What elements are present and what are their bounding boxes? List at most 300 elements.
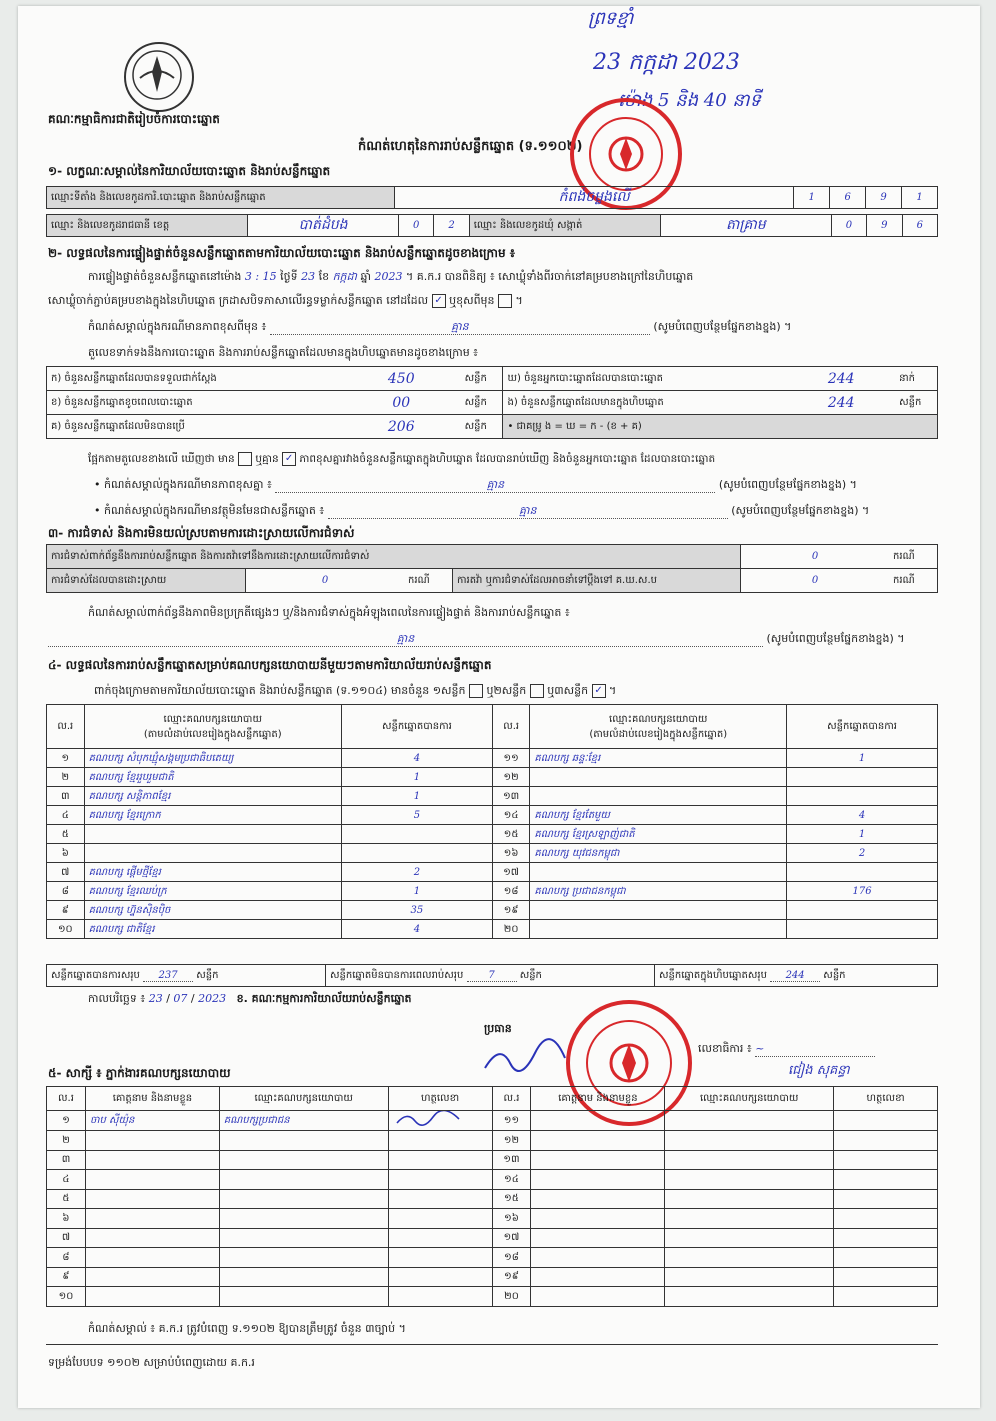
witness-row — [47, 1209, 938, 1229]
witness-name — [531, 1209, 665, 1229]
discrepancy-note-value: គ្មាន — [275, 478, 715, 493]
witness-name: ចាប ស៊ីយ៉ុន — [85, 1111, 219, 1131]
witness-no: ២ — [47, 1131, 86, 1151]
result-sheets-text: ពាក់ចុងក្រោមតាមការិយាល័យបោះឆ្នោត និងរាប់សន្លឹកឆ្នោត (ទ.១១០៤) មានចំនួន ១សន្លឹក — [94, 684, 466, 697]
witness-signature — [834, 1131, 938, 1151]
party-votes: 1 — [787, 825, 938, 844]
witness-name — [531, 1131, 665, 1151]
party-votes: 1 — [341, 882, 492, 901]
figure-label: ឃ) ចំនួនអ្នកបោះឆ្នោតដែលបានបោះឆ្នោត — [503, 367, 787, 391]
witness-party — [665, 1267, 834, 1287]
party-no: ១៤ — [492, 806, 530, 825]
form-page — [18, 6, 980, 1408]
witness-no: ៣ — [47, 1150, 86, 1170]
party-votes — [341, 844, 492, 863]
party-name: គណបក្ស ផ្ដើមថ្មីខ្មែរ — [84, 863, 341, 882]
party-no: ៤ — [47, 806, 85, 825]
witness-row — [47, 1150, 938, 1170]
national-emblem — [124, 42, 194, 112]
party-no: ១៦ — [492, 844, 530, 863]
witness-no: ១៦ — [492, 1209, 531, 1229]
witness-row — [47, 1228, 938, 1248]
party-votes: 2 — [787, 844, 938, 863]
party-votes — [787, 920, 938, 939]
appeal-label: ការតវ៉ា ឬការជំទាស់ដែលអាចនាំទៅប្តឹងទៅ គ.ឃ.ស.ប — [453, 569, 741, 593]
irregularity-label: កំណត់សម្គាល់ពាក់ព័ន្ធនឹងភាពមិនប្រក្រតីផ្សេងៗ ឬ/និងការជំទាស់ក្នុងអំឡុងពេលនៃការផ្ទៀងផ្ទាត់ និងការរាប់សន្លឹកឆ្នោត ៖ — [88, 606, 570, 619]
col-party-sub: (តាមលំដាប់លេខរៀងក្នុងសន្លឹកឆ្នោត) — [143, 728, 282, 740]
figure-value: 244 — [787, 391, 895, 415]
party-name: គណបក្ស ប្រជាជនកម្ពុជា — [530, 882, 787, 901]
total-invalid-label: សន្លឹកឆ្នោតមិនបានការពេលរាប់សរុប — [330, 970, 464, 981]
seal-paragraph: សោឃ្លុំចាក់ភ្ជាប់គម្របខាងក្នុងនៃហិបឆ្នោត ក្រដាសបិទភាសាលើរន្ធទម្លាក់សន្លឹកឆ្នោត នៅដដែល ✓ ឬខុសពីមុន ។ — [48, 294, 523, 307]
witness-name — [85, 1209, 219, 1229]
form-title: កំណត់ហេតុនៃការរាប់សន្លឹកឆ្នោត (ទ.១១០២) — [358, 139, 583, 154]
result-row — [47, 844, 938, 863]
handwritten-note-1: ព្រទខ្មាំ — [588, 8, 634, 29]
handwritten-note-3: ម៉ោង 5 និង 40 នាទី — [618, 90, 761, 111]
witness-party — [219, 1170, 388, 1190]
footer-note: កំណត់សម្គាល់ ៖ គ.ក.រ ត្រូវបំពេញ ទ.១១០២ ឱ្យបានត្រឹមត្រូវ ចំនួន ៣ច្បាប់ ។ — [88, 1322, 406, 1335]
witness-no: ១៧ — [492, 1228, 531, 1248]
party-no: ១១ — [492, 749, 530, 768]
party-votes — [787, 768, 938, 787]
party-votes: 5 — [341, 806, 492, 825]
appeal-unit: ករណី — [889, 569, 938, 593]
witness-party — [665, 1170, 834, 1190]
party-votes — [787, 787, 938, 806]
result-row — [47, 863, 938, 882]
party-votes: 1 — [787, 749, 938, 768]
one-sheet-checkbox[interactable] — [469, 684, 483, 698]
total-unit: សន្លឹក — [519, 970, 542, 981]
result-row — [47, 787, 938, 806]
party-name: គណបក្ស ខ្មែរក្រោក — [84, 806, 341, 825]
witness-party — [219, 1287, 388, 1307]
complaints-label: ការជំទាស់ពាក់ព័ន្ធនឹងការរាប់សន្លឹកឆ្នោត និងការតវ៉ាទៅនឹងការដោះស្រាយលើការជំទាស់ — [47, 545, 741, 569]
location-label: ឈ្មោះទីតាំង និងលេខកូដការិ.បោះឆ្នោត និងរាប់សន្លឹកឆ្នោត — [47, 187, 395, 209]
party-no: ១៥ — [492, 825, 530, 844]
same-checkbox[interactable]: ✓ — [432, 294, 446, 308]
different-label: ឬខុសពីមុន — [449, 294, 495, 307]
party-no: ១៧ — [492, 863, 530, 882]
figure-value: 450 — [342, 367, 461, 391]
result-row — [47, 882, 938, 901]
irregularity-value: គ្មាន — [48, 632, 763, 647]
witness-signature — [388, 1150, 492, 1170]
signing-line: កាលបរិច្ឆេទ ៖ 23 / 07 / 2023 ខ. គណៈកម្មការការិយាល័យរាប់សន្លឹកឆ្នោត — [88, 992, 412, 1005]
foreign-object-value: គ្មាន — [328, 504, 728, 519]
form-reference: ទម្រង់បែបបទ ១១០២ សម្រាប់បំពេញដោយ គ.ក.រ — [48, 1356, 255, 1369]
date-label: កាលបរិច្ឆេទ ៖ — [88, 992, 146, 1005]
total-valid-label: សន្លឹកឆ្នោតបានការសរុប — [51, 970, 140, 981]
result-row — [47, 920, 938, 939]
col-no: ល.រ — [47, 1087, 86, 1111]
total-box-label: សន្លឹកឆ្នោតក្នុងហិបឆ្នោតសរុប — [659, 970, 767, 981]
party-name: គណបក្ស ខ្មែរតែមួយ — [530, 806, 787, 825]
verify-text-e: ។ គ.ក.រ បានពិនិត្យ ៖ សោឃ្លុំទាំងពីរចាក់នៅគម្របខាងក្រៅនៃហិបឆ្នោត — [406, 270, 694, 283]
two-sheets-checkbox[interactable] — [530, 684, 544, 698]
witness-no: ១ — [47, 1111, 86, 1131]
footer-divider — [46, 1344, 938, 1345]
irregularity-note — [48, 632, 905, 647]
party-name — [530, 920, 787, 939]
witness-name — [531, 1267, 665, 1287]
witness-signature — [388, 1111, 492, 1131]
figure-label: ង) ចំនួនសន្លឹកឆ្នោតដែលមានក្នុងហិបឆ្នោត — [503, 391, 787, 415]
fill-hint: (សូមបំពេញបន្ថែមផ្នែកខាងខ្នង) ។ — [718, 478, 857, 491]
figure-label: គ) ចំនួនសន្លឹកឆ្នោតដែលមិនបានប្រើ — [47, 415, 342, 439]
col-no: ល.រ — [47, 705, 85, 749]
party-votes — [787, 901, 938, 920]
witness-no: ៧ — [47, 1228, 86, 1248]
figures-table — [46, 366, 938, 439]
witness-signature — [834, 1189, 938, 1209]
province-table — [46, 214, 938, 237]
fill-hint: (សូមបំពេញបន្ថែមផ្នែកខាងខ្នង) ។ — [653, 320, 792, 333]
handwritten-note-2: 23 កក្កដា 2023 — [593, 50, 740, 75]
party-name — [530, 901, 787, 920]
difference-note-label: កំណត់សម្គាល់ក្នុងករណីមានភាពខុសពីមុន ៖ — [88, 320, 267, 333]
witness-name — [531, 1150, 665, 1170]
witness-party — [219, 1189, 388, 1209]
commune-label: ឈ្មោះ និងលេខកូដឃុំ សង្កាត់ — [469, 215, 660, 237]
party-no: ១០ — [47, 920, 85, 939]
foreign-object-note — [94, 504, 869, 519]
witness-signature — [388, 1287, 492, 1307]
witness-no: ២០ — [492, 1287, 531, 1307]
witness-name — [531, 1111, 665, 1131]
party-no: ១៩ — [492, 901, 530, 920]
location-value: កំពង់ចម្លងលើ — [394, 187, 793, 209]
party-name: គណបក្ស ខ្មែរស្រឡាញ់ជាតិ — [530, 825, 787, 844]
total-invalid-cell — [326, 965, 655, 987]
three-sheets-label: ឬ៣សន្លឹក — [547, 684, 589, 697]
result-sheets-line: ពាក់ចុងក្រោមតាមការិយាល័យបោះឆ្នោត និងរាប់សន្លឹកឆ្នោត (ទ.១១០៤) មានចំនួន ១សន្លឹក ឬ២សន្លឹក ឬ៣សន្លឹក ✓ ។ — [94, 684, 617, 697]
witness-party — [665, 1150, 834, 1170]
section2-heading: ២- លទ្ធផលនៃការផ្ទៀងផ្ទាត់ចំនួនសន្លឹកឆ្នោតតាមការិយាល័យបោះឆ្នោត និងរាប់សន្លឹកឆ្នោតដូចខាងក្រោម ៖ — [48, 246, 516, 260]
party-votes: 1 — [341, 768, 492, 787]
fill-hint: (សូមបំពេញបន្ថែមផ្នែកខាងខ្នង) ។ — [766, 632, 905, 645]
witness-signature — [388, 1209, 492, 1229]
witness-party — [665, 1189, 834, 1209]
witness-signature-mark — [393, 1111, 463, 1127]
party-votes: 4 — [787, 806, 938, 825]
figure-unit: សន្លឹក — [461, 415, 503, 439]
result-row — [47, 806, 938, 825]
chair-label: ប្រធាន — [484, 1022, 512, 1035]
different-checkbox[interactable] — [498, 294, 512, 308]
fill-hint: (សូមបំពេញបន្ថែមផ្នែកខាងខ្នង) ។ — [731, 504, 870, 517]
witness-no: ១២ — [492, 1131, 531, 1151]
resolved-value: 0 — [246, 569, 405, 593]
witness-name — [85, 1170, 219, 1190]
figure-value: 244 — [787, 367, 895, 391]
difference-note-value: គ្មាន — [270, 320, 650, 335]
witness-no: ១០ — [47, 1287, 86, 1307]
difference-note — [88, 320, 791, 335]
figures-row — [47, 415, 938, 439]
section3-heading: ៣- ការជំទាស់ និងការមិនយល់ស្របតាមការដោះស្រាយលើការជំទាស់ — [48, 526, 355, 540]
secretary-signature: ~ — [755, 1042, 875, 1057]
col-votes: សន្លឹកឆ្នោតបានការ — [341, 705, 492, 749]
discrepancy-note — [94, 478, 857, 493]
witness-signature — [834, 1170, 938, 1190]
party-no: ២០ — [492, 920, 530, 939]
commune-value: តាគ្រាម — [660, 215, 831, 237]
witness-party — [665, 1287, 834, 1307]
witness-no: ១១ — [492, 1111, 531, 1131]
chair-signature — [480, 1038, 570, 1082]
witness-row — [47, 1189, 938, 1209]
col-party: ឈ្មោះគណបក្សនយោបាយ — [665, 1087, 834, 1111]
witness-signature — [834, 1267, 938, 1287]
witness-name — [85, 1131, 219, 1151]
none-label: ឬគ្មាន — [255, 453, 279, 465]
province-code-digit: 2 — [434, 215, 469, 237]
col-signature: ហត្ថលេខា — [388, 1087, 492, 1111]
party-name: គណបក្ស ជាតិខ្មែរ — [84, 920, 341, 939]
secretary-label: លេខាធិការ ៖ — [698, 1042, 752, 1055]
party-name — [84, 844, 341, 863]
witness-row — [47, 1267, 938, 1287]
result-row — [47, 749, 938, 768]
verify-text-d: ឆ្នាំ — [360, 270, 371, 283]
appeal-value: 0 — [741, 569, 890, 593]
witness-signature — [834, 1228, 938, 1248]
total-valid-cell — [47, 965, 326, 987]
figure-unit: សន្លឹក — [461, 391, 503, 415]
witness-name — [85, 1267, 219, 1287]
total-valid-value: 237 — [143, 970, 193, 982]
witness-name — [531, 1170, 665, 1190]
witness-signature — [834, 1111, 938, 1131]
two-sheets-label: ឬ២សន្លឹក — [486, 684, 527, 697]
col-signature: ហត្ថលេខា — [834, 1087, 938, 1111]
witness-name — [85, 1228, 219, 1248]
witness-no: ១៨ — [492, 1248, 531, 1268]
witness-party — [665, 1131, 834, 1151]
discrepancy-text: ភាពខុសគ្នារវាងចំនួនសន្លឹកឆ្នោតក្នុងហិបឆ្នោត ដែលបានរាប់ឃើញ និងចំនួនអ្នកបោះឆ្នោត ដែលបានបោះឆ្នោត — [299, 453, 716, 465]
witness-no: ៥ — [47, 1189, 86, 1209]
party-votes — [341, 825, 492, 844]
party-no: ៩ — [47, 901, 85, 920]
witness-party: គណបក្សប្រជាជន — [219, 1111, 388, 1131]
result-row — [47, 825, 938, 844]
formula-note: • ជាគម្រូ ង = ឃ = ក - (ខ + គ) — [503, 415, 938, 439]
verify-text-a: ការផ្ទៀងផ្ទាត់ចំនួនសន្លឹកឆ្នោតនៅម៉ោង — [88, 270, 242, 283]
location-code-digit: 6 — [830, 187, 866, 209]
col-party-title: ឈ្មោះគណបក្សនយោបាយ — [163, 713, 262, 725]
location-code-digit: 1 — [794, 187, 830, 209]
witness-party — [665, 1248, 834, 1268]
col-votes: សន្លឹកឆ្នោតបានការ — [787, 705, 938, 749]
col-party: ឈ្មោះគណបក្សនយោបាយ — [219, 1087, 388, 1111]
totals-table — [46, 964, 938, 987]
witness-no: ៤ — [47, 1170, 86, 1190]
complaints-unit: ករណី — [889, 545, 938, 569]
witness-no: ៩ — [47, 1267, 86, 1287]
witness-name — [531, 1189, 665, 1209]
witness-name — [85, 1248, 219, 1268]
result-row — [47, 901, 938, 920]
province-value: បាត់ដំបង — [248, 215, 399, 237]
witness-name — [85, 1287, 219, 1307]
witness-row — [47, 1248, 938, 1268]
witness-no: ៨ — [47, 1248, 86, 1268]
figures-row — [47, 367, 938, 391]
witness-signature — [834, 1287, 938, 1307]
party-no: ៦ — [47, 844, 85, 863]
witness-row — [47, 1287, 938, 1307]
witness-name — [531, 1287, 665, 1307]
verify-text-c: ខែ — [318, 270, 330, 283]
witness-name — [531, 1228, 665, 1248]
col-name: គោត្តនាម និងនាមខ្លួន — [85, 1087, 219, 1111]
has-checkbox[interactable] — [238, 452, 252, 466]
party-name — [530, 863, 787, 882]
witness-name — [85, 1189, 219, 1209]
party-name: គណបក្ស ឆន្ទៈខ្មែរ — [530, 749, 787, 768]
witness-no: ១៩ — [492, 1267, 531, 1287]
province-code-digit: 0 — [398, 215, 433, 237]
col-party — [530, 705, 787, 749]
witness-party — [219, 1131, 388, 1151]
party-name: គណបក្ស ខ្មែរឈប់ក្រ — [84, 882, 341, 901]
foreign-object-label: • កំណត់សម្គាល់ក្នុងករណីមានវត្ថុមិនមែនជាសន្លឹកឆ្នោត ៖ — [94, 504, 325, 517]
none-checkbox[interactable]: ✓ — [282, 452, 296, 466]
col-party — [84, 705, 341, 749]
party-votes: 4 — [341, 749, 492, 768]
witness-signature — [388, 1248, 492, 1268]
witness-no: ១៤ — [492, 1170, 531, 1190]
figures-row — [47, 391, 938, 415]
complaints-value: 0 — [741, 545, 890, 569]
party-votes: 4 — [341, 920, 492, 939]
secretary-line — [698, 1042, 875, 1057]
location-code-digit: 1 — [902, 187, 938, 209]
witness-row — [47, 1131, 938, 1151]
commune-code-digit: 0 — [831, 215, 866, 237]
verify-month: កក្កដា — [332, 270, 358, 283]
witness-party — [665, 1111, 834, 1131]
witness-signature — [388, 1131, 492, 1151]
section4-heading: ៤- លទ្ធផលនៃការរាប់សន្លឹកឆ្នោតសម្រាប់គណបក្សនយោបាយនីមួយៗតាមការិយាល័យរាប់សន្លឹកឆ្នោត — [48, 658, 492, 672]
total-unit: សន្លឹក — [196, 970, 219, 981]
has-label: ផ្អែកតាមតួលេខខាងលើ ឃើញថា មាន — [88, 453, 235, 465]
party-name — [84, 825, 341, 844]
province-label: ឈ្មោះ និងលេខកូដរាជធានី ខេត្ត — [47, 215, 248, 237]
resolved-label: ការជំទាស់ដែលបានដោះស្រាយ — [47, 569, 246, 593]
witness-party — [665, 1228, 834, 1248]
three-sheets-checkbox[interactable]: ✓ — [592, 684, 606, 698]
col-party-title: ឈ្មោះគណបក្សនយោបាយ — [609, 713, 708, 725]
discrepancy-paragraph — [88, 452, 715, 466]
party-no: ២ — [47, 768, 85, 787]
figure-unit: សន្លឹក — [895, 391, 937, 415]
figure-unit: នាក់ — [895, 367, 937, 391]
witness-party — [665, 1209, 834, 1229]
complaints-table — [46, 544, 938, 593]
witness-no: ៦ — [47, 1209, 86, 1229]
figure-label: ក) ចំនួនសន្លឹកឆ្នោតដែលបានទទួលជាក់ស្តែង — [47, 367, 342, 391]
party-no: ៨ — [47, 882, 85, 901]
verify-day: 23 — [301, 270, 316, 283]
party-votes: 176 — [787, 882, 938, 901]
party-no: ១៣ — [492, 787, 530, 806]
figure-unit: សន្លឹក — [461, 367, 503, 391]
col-no: ល.រ — [492, 705, 530, 749]
witness-party — [219, 1248, 388, 1268]
col-party-sub: (តាមលំដាប់លេខរៀងក្នុងសន្លឹកឆ្នោត) — [589, 728, 728, 740]
party-name: គណបក្ស ហ្វ៊ុនស៊ិនប៉ិច — [84, 901, 341, 920]
witness-signature — [388, 1228, 492, 1248]
verify-time: 3 : 15 — [244, 270, 277, 283]
witness-signature — [388, 1189, 492, 1209]
witness-signature — [388, 1170, 492, 1190]
location-table — [46, 186, 938, 209]
witness-party — [219, 1228, 388, 1248]
result-row — [47, 768, 938, 787]
verify-year: 2023 — [374, 270, 403, 283]
commune-code-digit: 9 — [867, 215, 902, 237]
witness-row — [47, 1111, 938, 1131]
figure-value: 206 — [342, 415, 461, 439]
witness-signature — [388, 1267, 492, 1287]
section5-heading: ៥- សាក្សី ៖ ភ្នាក់ងារគណបក្សនយោបាយ — [48, 1066, 231, 1080]
verify-text-b: ថ្ងៃទី — [280, 270, 298, 283]
commission-name: គណៈកម្មាធិការជាតិរៀបចំការបោះឆ្នោត — [48, 112, 220, 126]
col-no: ល.រ — [492, 1087, 531, 1111]
witness-name — [531, 1248, 665, 1268]
party-name: គណបក្ស ខ្មែររួបរួមជាតិ — [84, 768, 341, 787]
party-no: ៧ — [47, 863, 85, 882]
discrepancy-note-label: • កំណត់សម្គាល់ក្នុងករណីមានភាពខុសគ្នា ៖ — [94, 478, 272, 491]
witness-party — [219, 1267, 388, 1287]
witness-signature — [834, 1248, 938, 1268]
party-votes: 1 — [341, 787, 492, 806]
party-no: ១ — [47, 749, 85, 768]
party-no: ១៨ — [492, 882, 530, 901]
figure-label: ខ) ចំនួនសន្លឹកឆ្នោតខូចពេលបោះឆ្នោត — [47, 391, 342, 415]
resolved-unit: ករណី — [404, 569, 453, 593]
witness-party — [219, 1209, 388, 1229]
party-name: គណបក្ស សន្តិភាពខ្មែរ — [84, 787, 341, 806]
witness-signature — [834, 1150, 938, 1170]
location-code-digit: 9 — [866, 187, 902, 209]
party-name: គណបក្ស យុវជនកម្ពុជា — [530, 844, 787, 863]
party-votes: 35 — [341, 901, 492, 920]
party-no: ៣ — [47, 787, 85, 806]
committee-label: ខ. គណៈកម្មការការិយាល័យរាប់សន្លឹកឆ្នោត — [236, 992, 412, 1005]
witness-no: ១៥ — [492, 1189, 531, 1209]
total-invalid-value: 7 — [467, 970, 517, 982]
results-table — [46, 704, 938, 939]
figure-value: 00 — [342, 391, 461, 415]
party-name: គណបក្ស សំបុកឃ្មុំសង្គមប្រជាធិបតេយ្យ — [84, 749, 341, 768]
section1-heading: ១- លក្ខណៈសម្គាល់នៃការិយាល័យបោះឆ្នោត និងរាប់សន្លឹកឆ្នោត — [48, 164, 331, 178]
date-year: 2023 — [198, 992, 227, 1005]
party-no: ១២ — [492, 768, 530, 787]
total-box-value: 244 — [770, 970, 820, 982]
witness-signature — [834, 1209, 938, 1229]
witness-table — [46, 1086, 938, 1307]
party-name — [530, 768, 787, 787]
figures-intro: តួលេខទាក់ទងនឹងការបោះឆ្នោត និងការរាប់សន្លឹកឆ្នោតដែលមានក្នុងហិបឆ្នោតមានដូចខាងក្រោម ៖ — [88, 346, 479, 359]
witness-row — [47, 1170, 938, 1190]
total-box-cell — [655, 965, 938, 987]
witness-no: ១៣ — [492, 1150, 531, 1170]
party-votes — [787, 863, 938, 882]
